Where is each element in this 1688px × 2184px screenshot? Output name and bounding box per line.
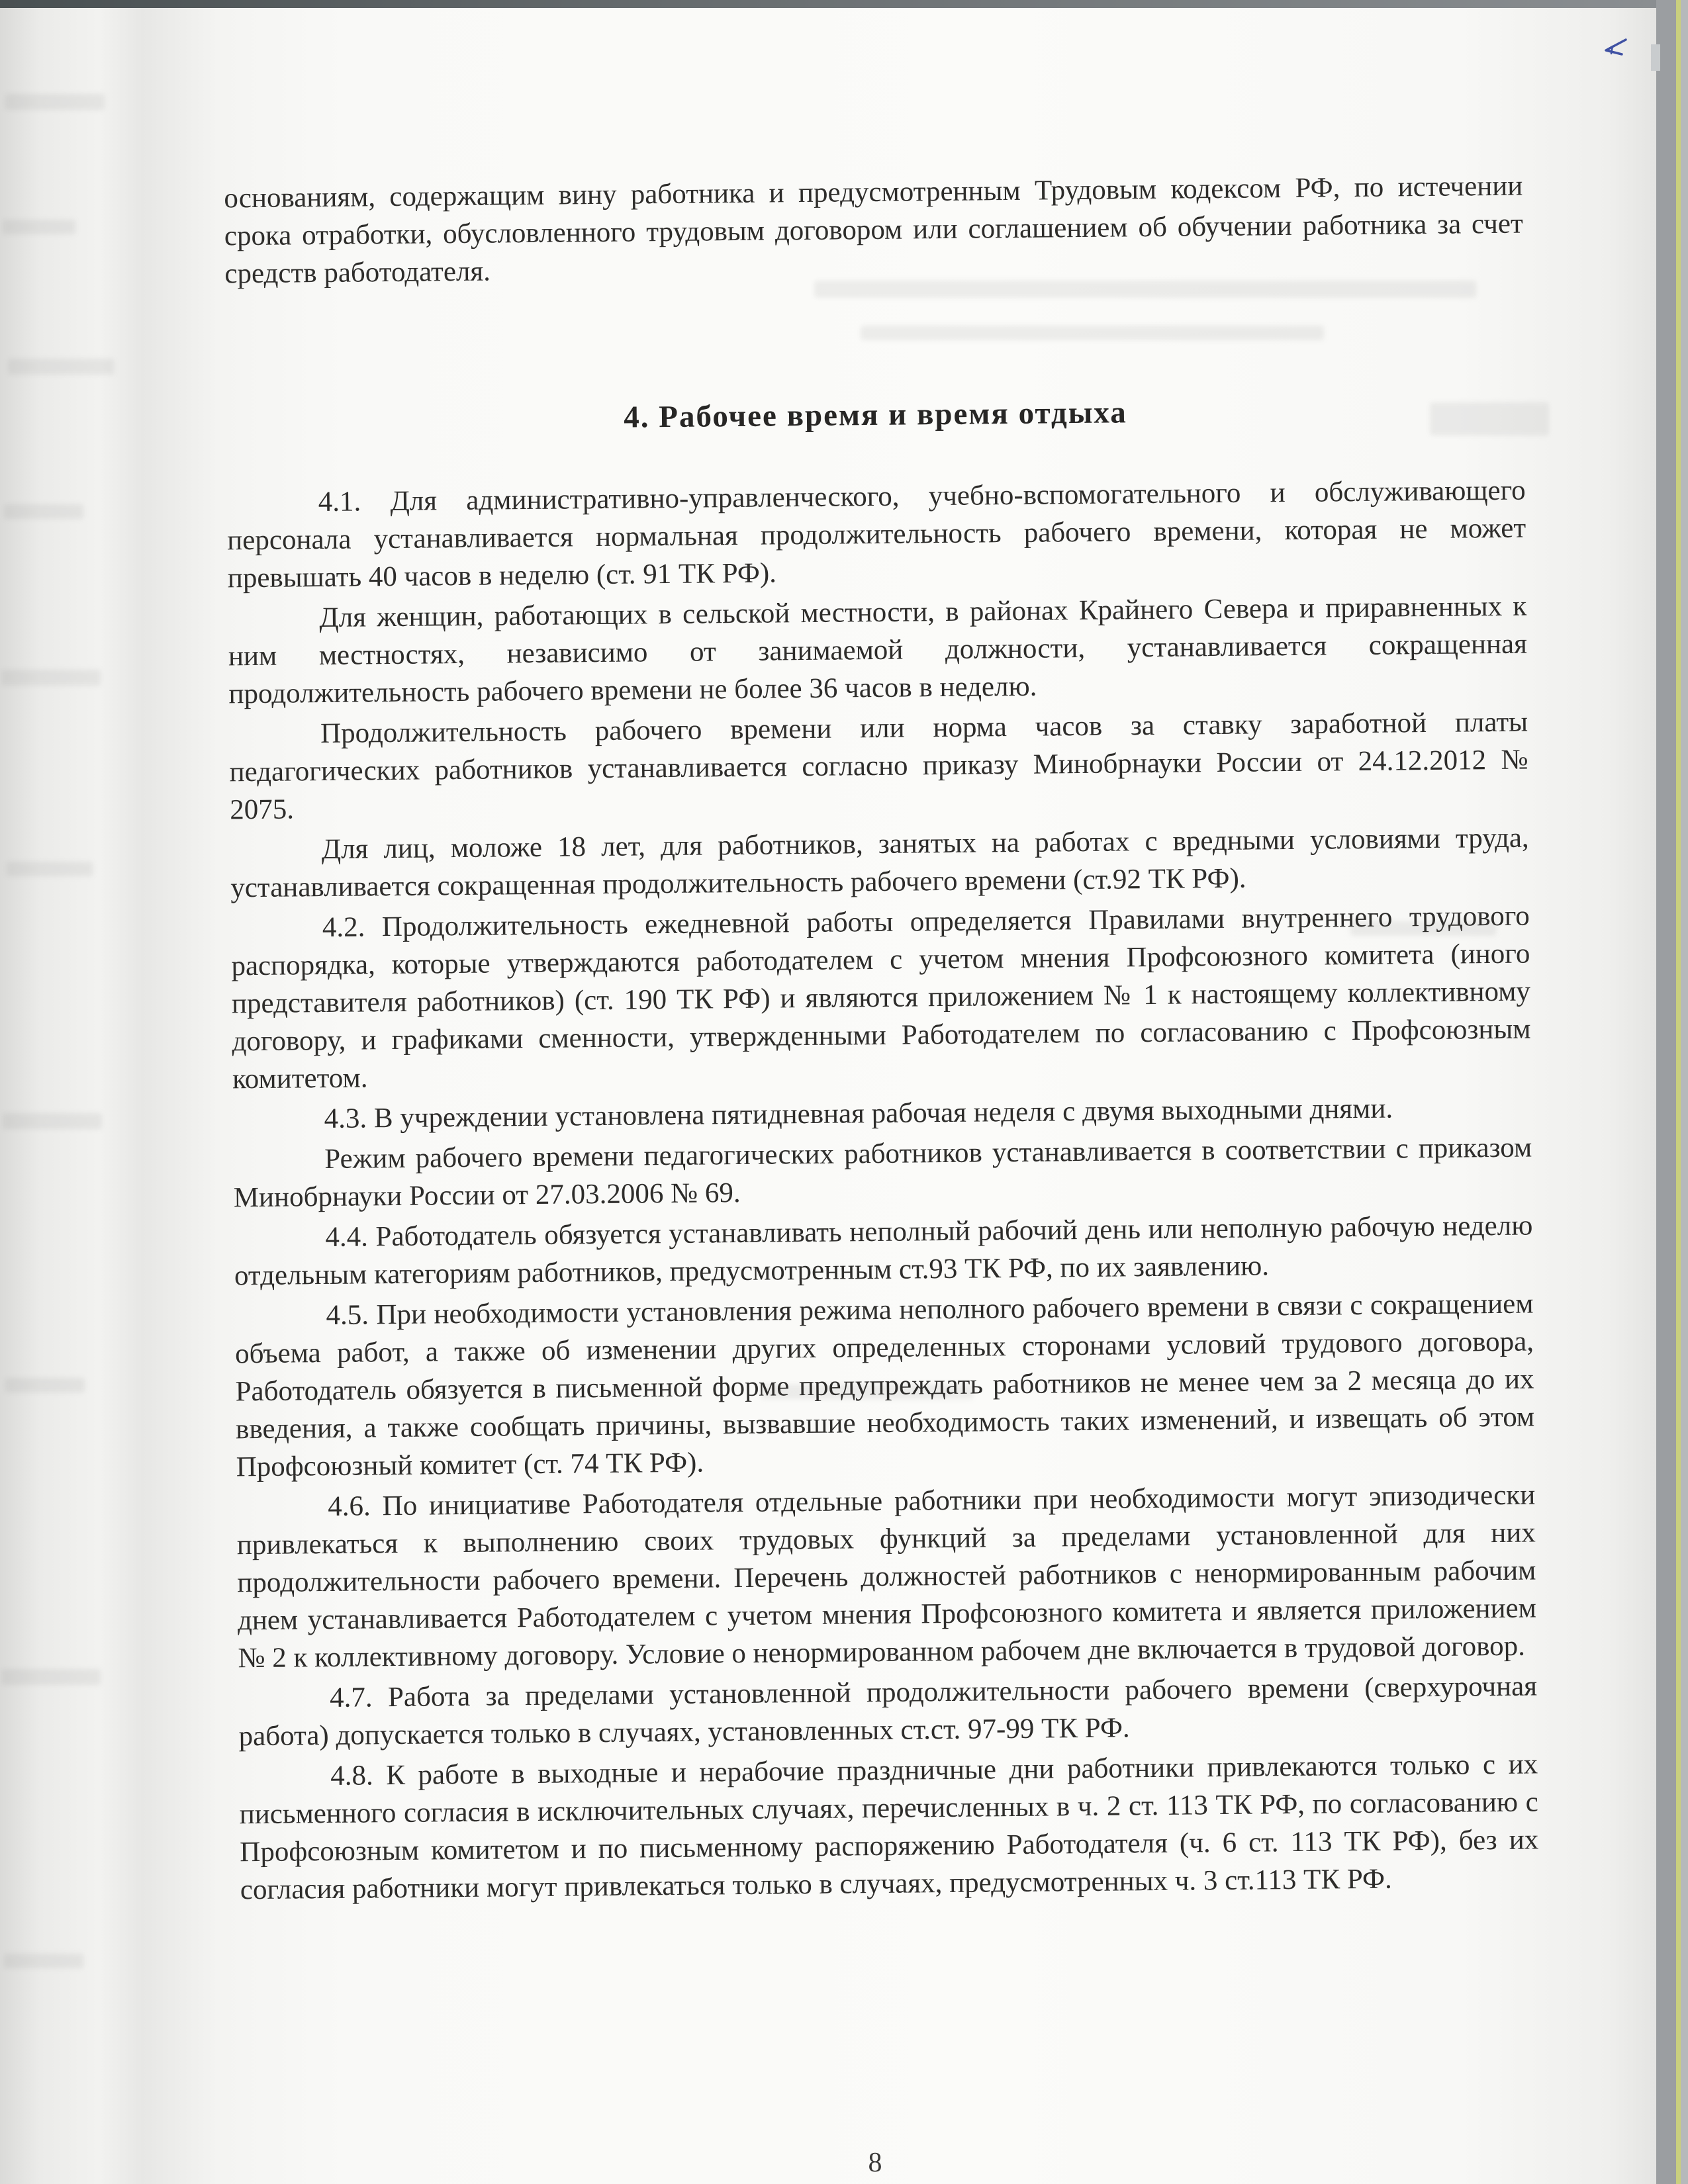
paragraph-4-5: 4.5. При необходимости установления режима неполного рабочего времени в связи с сокращением объема работ, а также об изменении других определенных сторонами условий трудового договора, Работодатель обязуется в письменной форме предупреждать работников не менее чем за 2 месяца до их введения, а также сообщать причины, вызвавшие необходимость таких изменений, и извещать об этом Профсоюзный комитет (ст. 74 ТК РФ). [234, 1288, 1535, 1483]
document-page [0, 8, 1656, 2184]
bleedthrough-smudge [4, 1954, 83, 1968]
scan-right-edge-line [1676, 0, 1681, 2184]
scan-right-outer-edge [1681, 0, 1688, 2184]
paragraph-4-2: 4.2. Продолжительность ежедневной работы определяется Правилами внутреннего трудового распорядка, которые утверждаются работодателем с учетом мнения Профсоюзного комитета (иного представителя работников) (ст. 190 ТК РФ) и являются приложением № 1 к настоящему коллективному договору, и графиками сменности, утвержденными Работодателем по согласованию с Профсоюзным комитетом. [231, 900, 1531, 1095]
paragraph-4-7: 4.7. Работа за пределами установленной продолжительности рабочего времени (сверхурочная работа) допускается только в случаях, установленных ст.ст. 97-99 ТК РФ. [238, 1670, 1538, 1752]
paragraph-4-3: 4.3. В учреждении установлена пятидневная рабочая неделя с двумя выходными днями. [324, 1093, 1393, 1135]
document-text-block [224, 167, 1539, 1912]
paragraph-women-rural: Для женщин, работающих в сельской местности, в районах Крайнего Севера и приравненных к ним местностях, независимо от занимаемой должности, устанавливается сокращенная продолжительность рабочего времени не более 36 часов в неделю. [228, 590, 1528, 710]
paragraph-4-6: 4.6. По инициативе Работодателя отдельные работники при необходимости могут эпизодически привлекаться к выполнению своих трудовых функций за пределами установленной для них продолжительности рабочего времени. Перечень должностей работников с ненормированным рабочим днем устанавливается Работодателем с учетом мнения Профсоюзного комитета и является приложением № 2 к коллективному договору. Условие о ненормированном рабочем дне включается в трудовой договор. [236, 1479, 1537, 1674]
section-heading: 4. Рабочее время и время отдыха [624, 395, 1128, 435]
paragraph-4-8: 4.8. К работе в выходные и нерабочие праздничные дни работники привлекаются только с их письменного согласия в исключительных случаях, перечисленных в ч. 2 ст. 113 ТК РФ, по согласованию с Профсоюзным комитетом и по письменному распоряжению Работодателя (ч. 6 ст. 113 ТК РФ), без их согласия работники могут привлекаться только в случаях, предусмотренных ч. 3 ст.113 ТК РФ. [239, 1749, 1539, 1906]
paragraph-4-4: 4.4. Работодатель обязуется устанавливать неполный рабочий день или неполную рабочую неделю отдельным категориям работников, предусмотренным ст.93 ТК РФ, по их заявлению. [234, 1210, 1533, 1292]
paragraph-continuation: основаниям, содержащим вину работника и предусмотренным Трудовым кодексом РФ, по истечении срока отработки, обусловленного трудовым договором или соглашением об обучении работника за счет средств работодателя. [224, 170, 1524, 290]
page-corner-notch [1651, 44, 1660, 71]
scan-right-edge-shadow [1656, 0, 1676, 2184]
bleedthrough-smudge [7, 862, 93, 876]
bleedthrough-smudge [5, 1378, 85, 1392]
bleedthrough-smudge [3, 220, 75, 234]
paragraph-teachers-norm: Продолжительность рабочего времени или норма часов за ставку заработной платы педагогических работников устанавливается согласно приказу Минобрнауки России от 24.12.2012 № 2075. [229, 706, 1528, 826]
bleedthrough-smudge [1, 1669, 101, 1685]
bleedthrough-smudge [4, 504, 83, 519]
pen-mark-icon [1594, 34, 1634, 65]
scan-top-edge [0, 0, 1688, 8]
bleedthrough-smudge [5, 94, 105, 110]
page-number: 8 [868, 2148, 882, 2178]
bleedthrough-smudge [1, 670, 101, 686]
paragraph-under-18: Для лиц, моложе 18 лет, для работников, занятых на работах с вредными условиями труда, устанавливается сокращенная продолжительность рабочего времени (ст.92 ТК РФ). [230, 822, 1529, 904]
bleedthrough-smudge [8, 359, 114, 375]
paragraph-4-1: 4.1. Для административно-управленческого, учебно-вспомогательного и обслуживающего персонала устанавливается нормальная продолжительность рабочего времени, которая не может превышать 40 часов в неделю (ст. 91 ТК РФ). [227, 475, 1526, 594]
bleedthrough-smudge [3, 1113, 102, 1129]
paragraph-teachers-regime: Режим рабочего времени педагогических работников устанавливается в соответствии с приказом Минобрнауки России от 27.03.2006 № 69. [233, 1132, 1532, 1214]
